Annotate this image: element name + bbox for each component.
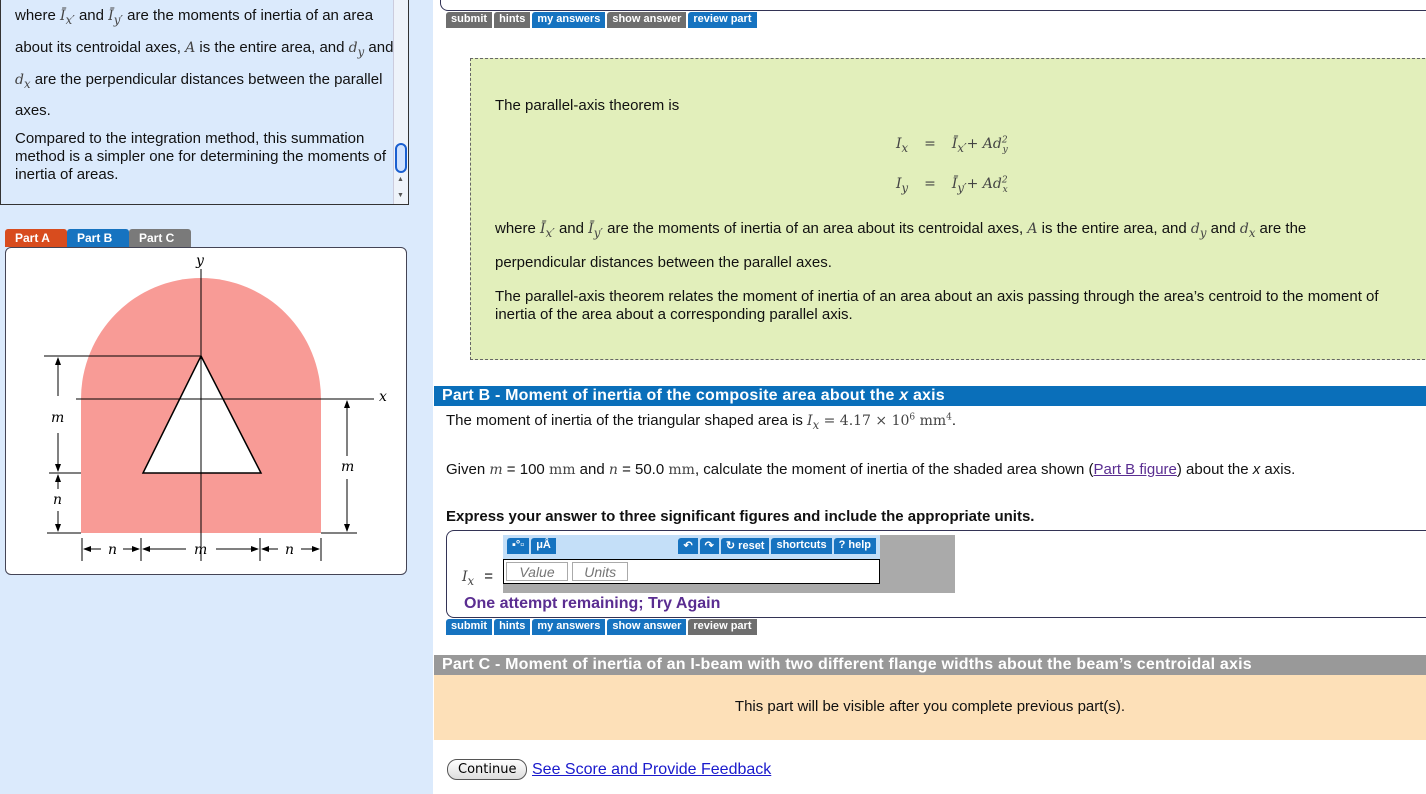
given-text: Given m = 100 mm and n = 50.0 mm, calculate the moment of inertia of the shaded area shown (Part B figure) about the x axis. [446, 461, 1296, 478]
instruction-text: Express your answer to three significant figures and include the appropriate units. [446, 508, 1035, 525]
scrollbar[interactable] [393, 0, 408, 204]
hint-summary: The parallel-axis theorem relates the moment of inertia of an area about an axis passing through the area’s centroid to the moment of inertia of the area about a corresponding parallel axis. [495, 287, 1379, 323]
show-answer-button[interactable]: show answer [607, 619, 686, 635]
y-axis-label: y [196, 253, 204, 269]
tab-part-b[interactable]: Part B [67, 229, 129, 247]
triangle-moment-text: The moment of inertia of the triangular shaped area is $I_x = 4.17 \times 10^6$ $mm^4$. [446, 412, 957, 432]
tab-part-a[interactable]: Part A [5, 229, 67, 247]
units-button[interactable]: μÅ [531, 538, 556, 554]
equation-ix: $I_x$ = $Ī_{x'}+ Ad^2_y$ [896, 135, 1008, 155]
submit-button[interactable]: submit [446, 619, 492, 635]
scrollbar-thumb[interactable] [395, 143, 407, 173]
dim-n-bottom-right: n [285, 542, 295, 558]
scroll-down-icon[interactable]: ▼ [397, 192, 404, 199]
composite-area-diagram [6, 248, 408, 576]
parallel-axis-description: where $Ī_{x'}$ and $Ī_{y'}$ are the moments of inertia of an area about its centroidal axes, A is the entire area, and $d_y$ and $d_x$ are the perpendicular distances between the parallel axes. [15, 7, 394, 120]
equation-iy: $I_y$ = $Ī_{y'}+ Ad^2_x$ [896, 175, 1008, 195]
shortcuts-button[interactable]: shortcuts [771, 538, 831, 554]
hint-where: where $Ī_{x'}$ and $Ī_{y'}$ are the moments of inertia of an area about its centroidal axes, A is the entire area, and $d_y$ and $d_x$ are the perpendicular distances between the parallel axes. [495, 220, 1307, 271]
summation-note: Compared to the integration method, this summation method is a simpler one for determining the moments of inertia of areas. [15, 130, 387, 184]
dim-m-right: m [341, 459, 355, 475]
my-answers-button[interactable]: my answers [532, 619, 605, 635]
review-part-button[interactable]: review part [688, 619, 756, 635]
dim-m-bottom: m [194, 542, 208, 558]
part-b-buttons [446, 619, 757, 635]
problem-text [0, 0, 409, 205]
my-answers-button[interactable]: my answers [532, 12, 605, 28]
dim-m-left: m [51, 410, 65, 426]
feedback-link[interactable]: See Score and Provide Feedback [532, 761, 772, 778]
reset-button[interactable]: ↻ reset [721, 538, 770, 554]
part-b-figure [5, 247, 407, 575]
part-a-buttons [446, 12, 757, 28]
answer-input-row [503, 559, 880, 584]
dim-n-bottom-left: n [108, 542, 118, 558]
tab-part-c[interactable]: Part C [129, 229, 191, 247]
hints-button[interactable]: hints [494, 619, 530, 635]
editor-toolbar [503, 535, 880, 559]
review-part-button[interactable]: review part [688, 12, 756, 28]
attempt-status: One attempt remaining; Try Again [464, 595, 721, 612]
x-axis-label: x [379, 389, 387, 405]
scroll-up-icon[interactable]: ▲ [397, 176, 404, 183]
help-button[interactable]: ? help [834, 538, 876, 554]
part-b-header: Part B - Moment of inertia of the composite area about the x axis [434, 386, 1426, 406]
value-input[interactable] [506, 562, 568, 581]
locked-message: This part will be visible after you complete previous part(s). [734, 698, 1126, 715]
hints-button[interactable]: hints [494, 12, 530, 28]
part-b-figure-link[interactable]: Part B figure [1093, 461, 1177, 478]
answer-label: $I_x$ = [462, 568, 494, 588]
part-c-locked [434, 675, 1426, 740]
redo-icon[interactable]: ↷ [700, 538, 719, 554]
part-c-header: Part C - Moment of inertia of an I-beam with two different flange widths about the beam’s centroidal axis [434, 655, 1426, 675]
submit-button[interactable]: submit [446, 12, 492, 28]
templates-button[interactable]: ▪°▫ [507, 538, 529, 554]
correct-feedback-box [440, 0, 1426, 11]
units-input[interactable] [572, 562, 628, 581]
show-answer-button[interactable]: show answer [607, 12, 686, 28]
hint-box [470, 58, 1426, 360]
undo-icon[interactable]: ↶ [678, 538, 697, 554]
hint-intro: The parallel-axis theorem is [495, 97, 680, 114]
dim-n-left: n [53, 492, 63, 508]
continue-button[interactable]: Continue [447, 759, 527, 780]
